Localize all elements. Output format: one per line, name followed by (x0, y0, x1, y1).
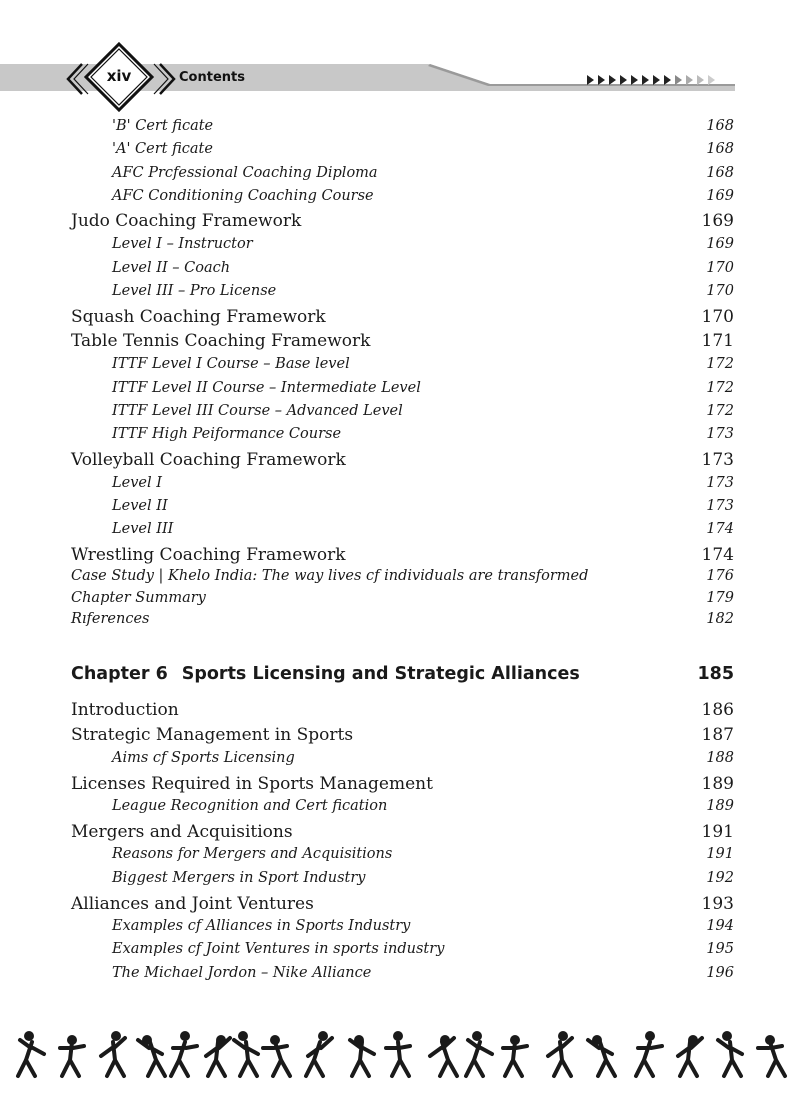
toc-entry-page: 189 (701, 774, 734, 794)
toc-subsection-entry[interactable] (112, 475, 734, 491)
toc-entry-page: 172 (706, 380, 734, 396)
toc-entry-page: 189 (706, 798, 734, 814)
toc-entry-page: 173 (706, 426, 734, 442)
sport-figure-icon (101, 1031, 125, 1076)
toc-entry-page: 168 (706, 118, 734, 134)
toc-section-entry[interactable] (71, 450, 734, 470)
toc-entry-title: ITTF Level III Course – Advanced Level (112, 403, 403, 419)
toc-entry-title: Level II (112, 498, 168, 514)
toc-entry-title: Level I (112, 475, 162, 491)
toc-entry-title: The Michael Jordon – Nike Alliance (112, 965, 372, 981)
toc-entry-page: 170 (706, 260, 734, 276)
toc-entry-page: 172 (706, 356, 734, 372)
sport-figure-icon (430, 1035, 457, 1076)
chapter-heading[interactable] (71, 664, 734, 684)
toc-entry-page: 188 (706, 750, 734, 766)
toc-entry-title: AFC Conditioning Coaching Course (112, 188, 374, 204)
toc-subsection-entry[interactable] (112, 426, 734, 442)
sport-figure-icon (234, 1031, 258, 1076)
toc-entry-page: 173 (701, 450, 734, 470)
toc-entry-page: 191 (701, 822, 734, 842)
toc-entry-title: Table Tennis Coaching Framework (71, 331, 371, 351)
chapter-number: Chapter 6 (71, 664, 168, 684)
toc-section-entry[interactable] (71, 211, 734, 231)
toc-entry-title: Volleyball Coaching Framework (71, 450, 346, 470)
toc-section-entry[interactable] (71, 725, 734, 745)
toc-entry-title: Biggest Mergers in Sport Industry (112, 870, 366, 886)
toc-subsection-entry[interactable] (112, 260, 734, 276)
toc-subsection-entry[interactable] (112, 188, 734, 204)
toc-subsection-entry[interactable] (112, 236, 734, 252)
toc-section-entry[interactable] (71, 700, 734, 720)
sport-figure-icon (18, 1031, 44, 1076)
toc-entry-page: 174 (701, 545, 734, 565)
toc-section-entry[interactable] (71, 545, 734, 565)
toc-entry-title: Chapter Summary (71, 590, 206, 606)
toc-entry-title: Level III – Pro License (112, 283, 277, 299)
toc-entry-page: 171 (701, 331, 734, 351)
toc-subsection-entry[interactable] (112, 846, 734, 862)
toc-subsection-entry[interactable] (112, 283, 734, 299)
toc-entry-title: Judo Coaching Framework (71, 211, 302, 231)
toc-entry-page: 173 (706, 475, 734, 491)
toc-entry-title: Examples cf Alliances in Sports Industry (112, 918, 411, 934)
toc-entry-title: AFC Prcfessional Coaching Diploma (112, 165, 378, 181)
chapter-title: Sports Licensing and Strategic Alliances (181, 664, 580, 684)
toc-entry-page: 186 (701, 700, 734, 720)
toc-entry-title: ITTF High Peiformance Course (112, 426, 342, 442)
toc-entry-title: Case Study | Khelo India: The way lives cf individuals are transformed (71, 568, 589, 584)
toc-entry-page: 196 (706, 965, 734, 981)
toc-entry-page: 168 (706, 165, 734, 181)
toc-entry-page: 179 (706, 590, 734, 606)
toc-subsection-entry[interactable] (112, 798, 734, 814)
toc-entry-title: Strategic Management in Sports (71, 725, 354, 745)
toc-entry-page: 176 (706, 568, 734, 584)
toc-entry-page: 195 (706, 941, 734, 957)
sport-figure-icon (306, 1031, 332, 1076)
toc-entry-title: League Recognition and Cert fication (112, 798, 388, 814)
toc-subsection-entry[interactable] (112, 165, 734, 181)
toc-entry-page: 169 (706, 188, 734, 204)
sport-figure-icon (588, 1035, 615, 1076)
toc-entry-title: ITTF Level I Course – Base level (112, 356, 350, 372)
toc-entry-title: Examples cf Joint Ventures in sports industry (112, 941, 445, 957)
toc-entry-title: ITTF Level II Course – Intermediate Level (112, 380, 421, 396)
toc-subsection-entry[interactable] (112, 918, 734, 934)
sport-figure-icon (138, 1035, 165, 1076)
toc-subsection-entry[interactable] (112, 380, 734, 396)
sport-figure-icon (718, 1031, 742, 1076)
header-title: Contents (179, 70, 245, 85)
toc-entry-title: Level II – Coach (112, 260, 231, 276)
toc-subsection-entry[interactable] (112, 403, 734, 419)
sport-figure-icon (350, 1035, 374, 1076)
sport-figure-icon (206, 1035, 230, 1076)
toc-entry-page: 187 (701, 725, 734, 745)
toc-entry-page: 194 (706, 918, 734, 934)
toc-entry-page: 168 (706, 141, 734, 157)
toc-entry-title: Level III (112, 521, 174, 537)
sport-figure-icon (60, 1035, 84, 1076)
sport-figure-icon (503, 1035, 527, 1076)
toc-entry-title: Rıferences (71, 611, 150, 627)
toc-entry-title: Introduction (71, 700, 179, 720)
toc-side-entry[interactable] (71, 590, 734, 606)
toc-subsection-entry[interactable] (112, 750, 734, 766)
sport-figure-icon (636, 1031, 662, 1076)
header-page-number: xiv (106, 67, 132, 85)
toc-entry-title: 'B' Cert ficate (112, 118, 214, 134)
header-arrows-icon (587, 75, 715, 85)
toc-entry-page: 169 (706, 236, 734, 252)
toc-section-entry[interactable] (71, 822, 734, 842)
chapter-page: 185 (697, 664, 734, 684)
toc-section-entry[interactable] (71, 894, 734, 914)
toc-subsection-entry[interactable] (112, 498, 734, 514)
sports-figures-icon (10, 1024, 802, 1080)
chapter-label (71, 664, 580, 684)
sport-figure-icon (171, 1031, 197, 1076)
sport-figure-icon (386, 1031, 410, 1076)
toc-entry-title: Level I – Instructor (112, 236, 253, 252)
sport-figure-icon (548, 1031, 572, 1076)
toc-side-entry[interactable] (71, 611, 734, 627)
toc-entry-title: Licenses Required in Sports Management (71, 774, 433, 794)
toc-subsection-entry[interactable] (112, 941, 734, 957)
toc-side-entry[interactable] (71, 568, 734, 584)
toc-entry-page: 174 (706, 521, 734, 537)
toc-entry-page: 182 (706, 611, 734, 627)
toc-entry-title: Aims cf Sports Licensing (112, 750, 295, 766)
toc-entry-page: 169 (701, 211, 734, 231)
toc-entry-title: Alliances and Joint Ventures (71, 894, 314, 914)
toc-subsection-entry[interactable] (112, 356, 734, 372)
toc-entry-title: Mergers and Acquisitions (71, 822, 293, 842)
toc-section-entry[interactable] (71, 307, 734, 327)
toc-subsection-entry[interactable] (112, 870, 734, 886)
sport-figure-icon (263, 1035, 290, 1076)
toc-entry-title: Reasons for Mergers and Acquisitions (112, 846, 393, 862)
toc-entry-title: Wrestling Coaching Framework (71, 545, 346, 565)
sport-figure-icon (466, 1031, 492, 1076)
toc-entry-page: 170 (706, 283, 734, 299)
toc-entry-page: 193 (701, 894, 734, 914)
sport-figure-icon (758, 1035, 785, 1076)
toc-entry-page: 173 (706, 498, 734, 514)
toc-entry-page: 172 (706, 403, 734, 419)
toc-entry-title: 'A' Cert ficate (112, 141, 213, 157)
toc-entry-page: 192 (706, 870, 734, 886)
toc-subsection-entry[interactable] (112, 118, 734, 134)
toc-subsection-entry[interactable] (112, 521, 734, 537)
toc-subsection-entry[interactable] (112, 965, 734, 981)
toc-subsection-entry[interactable] (112, 141, 734, 157)
sport-figure-icon (678, 1035, 702, 1076)
toc-entry-title: Squash Coaching Framework (71, 307, 326, 327)
toc-section-entry[interactable] (71, 774, 734, 794)
toc-entry-page: 191 (706, 846, 734, 862)
toc-section-entry[interactable] (71, 331, 734, 351)
toc-entry-page: 170 (701, 307, 734, 327)
